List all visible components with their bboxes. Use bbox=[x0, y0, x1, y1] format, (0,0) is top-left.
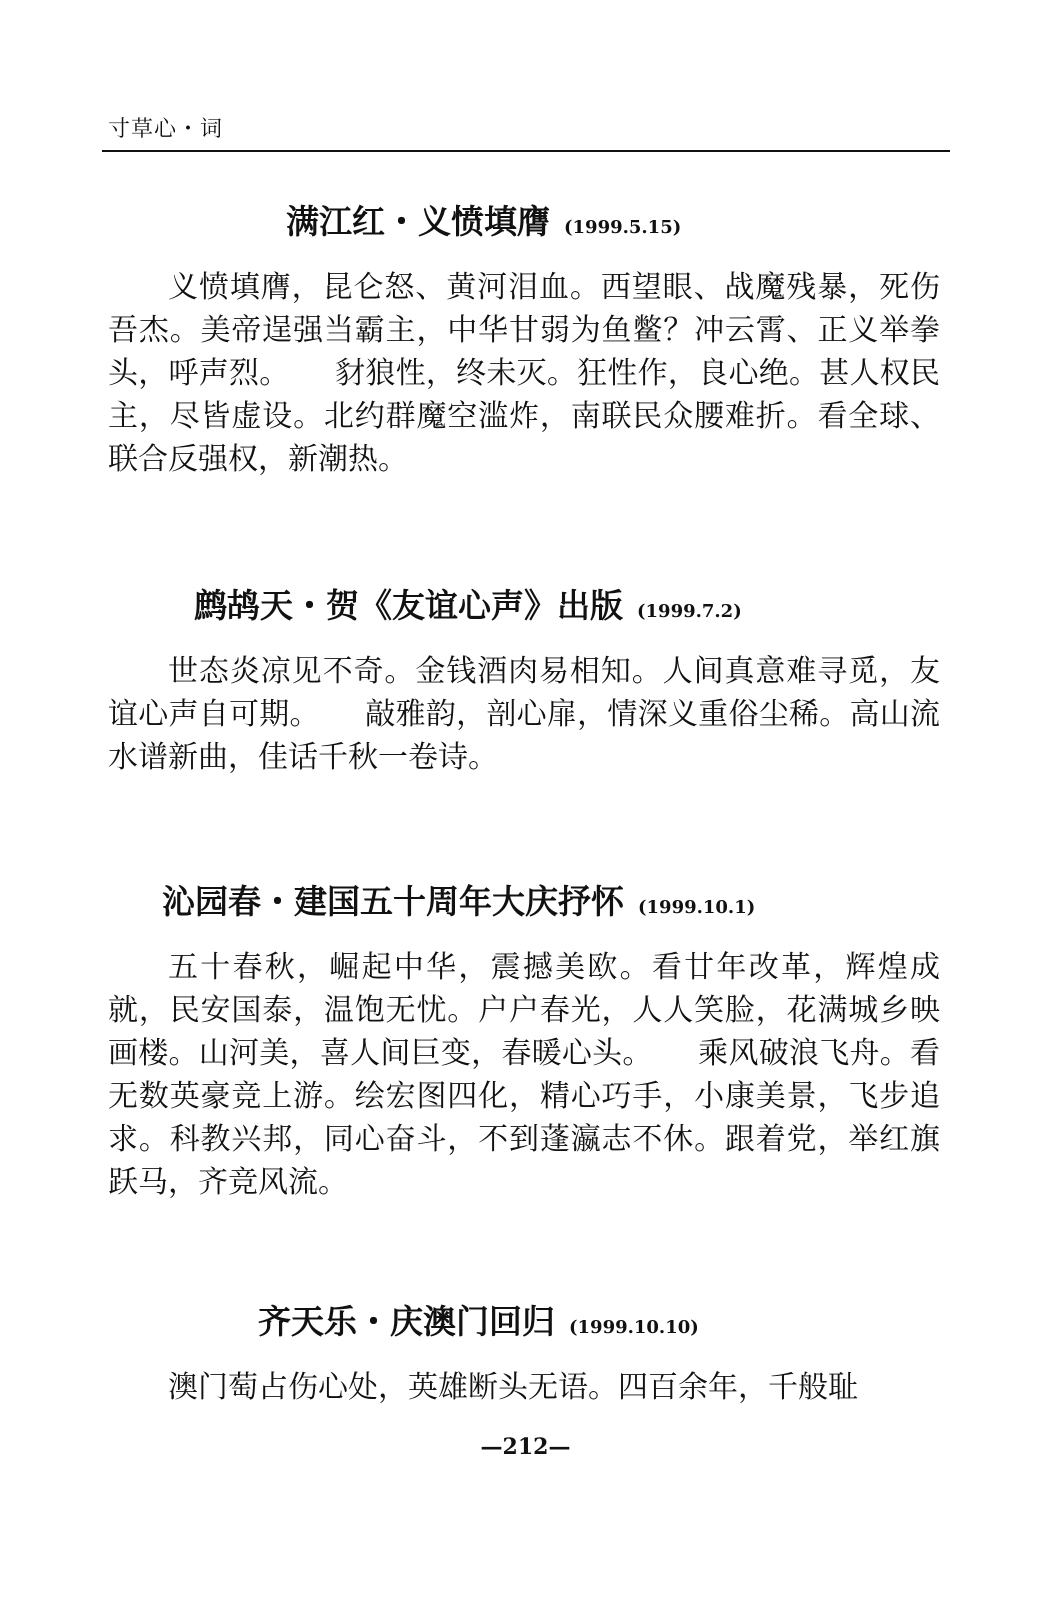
poem-title-text: 鹧鸪天・贺《友谊心声》出版 bbox=[194, 586, 623, 625]
poem-title bbox=[108, 1300, 940, 1350]
poem-body: 世态炎凉见不奇。金钱酒肉易相知。人间真意难寻觅，友谊心声自可期。 敲雅韵，剖心扉，情深义重俗尘稀。高山流水谱新曲，佳话千秋一卷诗。 bbox=[108, 654, 940, 775]
poem-body: 义愤填膺，昆仑怒、黄河泪血。西望眼、战魔残暴，死伤吾杰。美帝逞强当霸主，中华甘弱为鱼鳖？冲云霄、正义举拳头，呼声烈。 豺狼性，终未灭。狂性作，良心绝。甚人权民主，尽皆虚设。北约群魔空滥炸，南联民众腰难折。看全球、联合反强权，新潮热。 bbox=[108, 270, 940, 477]
poem-body: 五十春秋，崛起中华，震撼美欧。看廿年改革，辉煌成就，民安国泰，温饱无忧。户户春光，人人笑脸，花满城乡映画楼。山河美，喜人间巨变，春暖心头。 乘风破浪飞舟。看无数英豪竞上游。绘宏图四化，精心巧手，小康美景，飞步追求。科教兴邦，同心奋斗，不到蓬瀛志不休。跟着党，举红旗跃马，齐竞风流。 bbox=[108, 950, 940, 1200]
poem-body: 澳门萄占伤心处，英雄断头无语。四百余年，千般耻 bbox=[168, 1370, 858, 1405]
poem-title-text: 齐天乐・庆澳门回归 bbox=[258, 1302, 555, 1341]
poem-3 bbox=[108, 880, 940, 1204]
poem-title-text: 沁园春・建国五十周年大庆抒怀 bbox=[162, 882, 624, 921]
poem-title bbox=[108, 584, 940, 634]
poem-date: (1999.10.10) bbox=[569, 1317, 699, 1338]
poem-title-text: 满江红・义愤填膺 bbox=[286, 202, 550, 241]
poem-1 bbox=[108, 200, 940, 481]
page-number: —212— bbox=[480, 1434, 571, 1460]
header-rule bbox=[102, 150, 950, 152]
poem-title bbox=[108, 200, 940, 250]
poem-2 bbox=[108, 584, 940, 779]
poem-4 bbox=[108, 1300, 940, 1409]
poem-date: (1999.7.2) bbox=[637, 601, 742, 622]
running-head: 寸草心・词 bbox=[108, 117, 224, 142]
poem-date: (1999.10.1) bbox=[638, 897, 756, 918]
poem-title bbox=[108, 880, 940, 930]
poem-date: (1999.5.15) bbox=[564, 217, 682, 238]
